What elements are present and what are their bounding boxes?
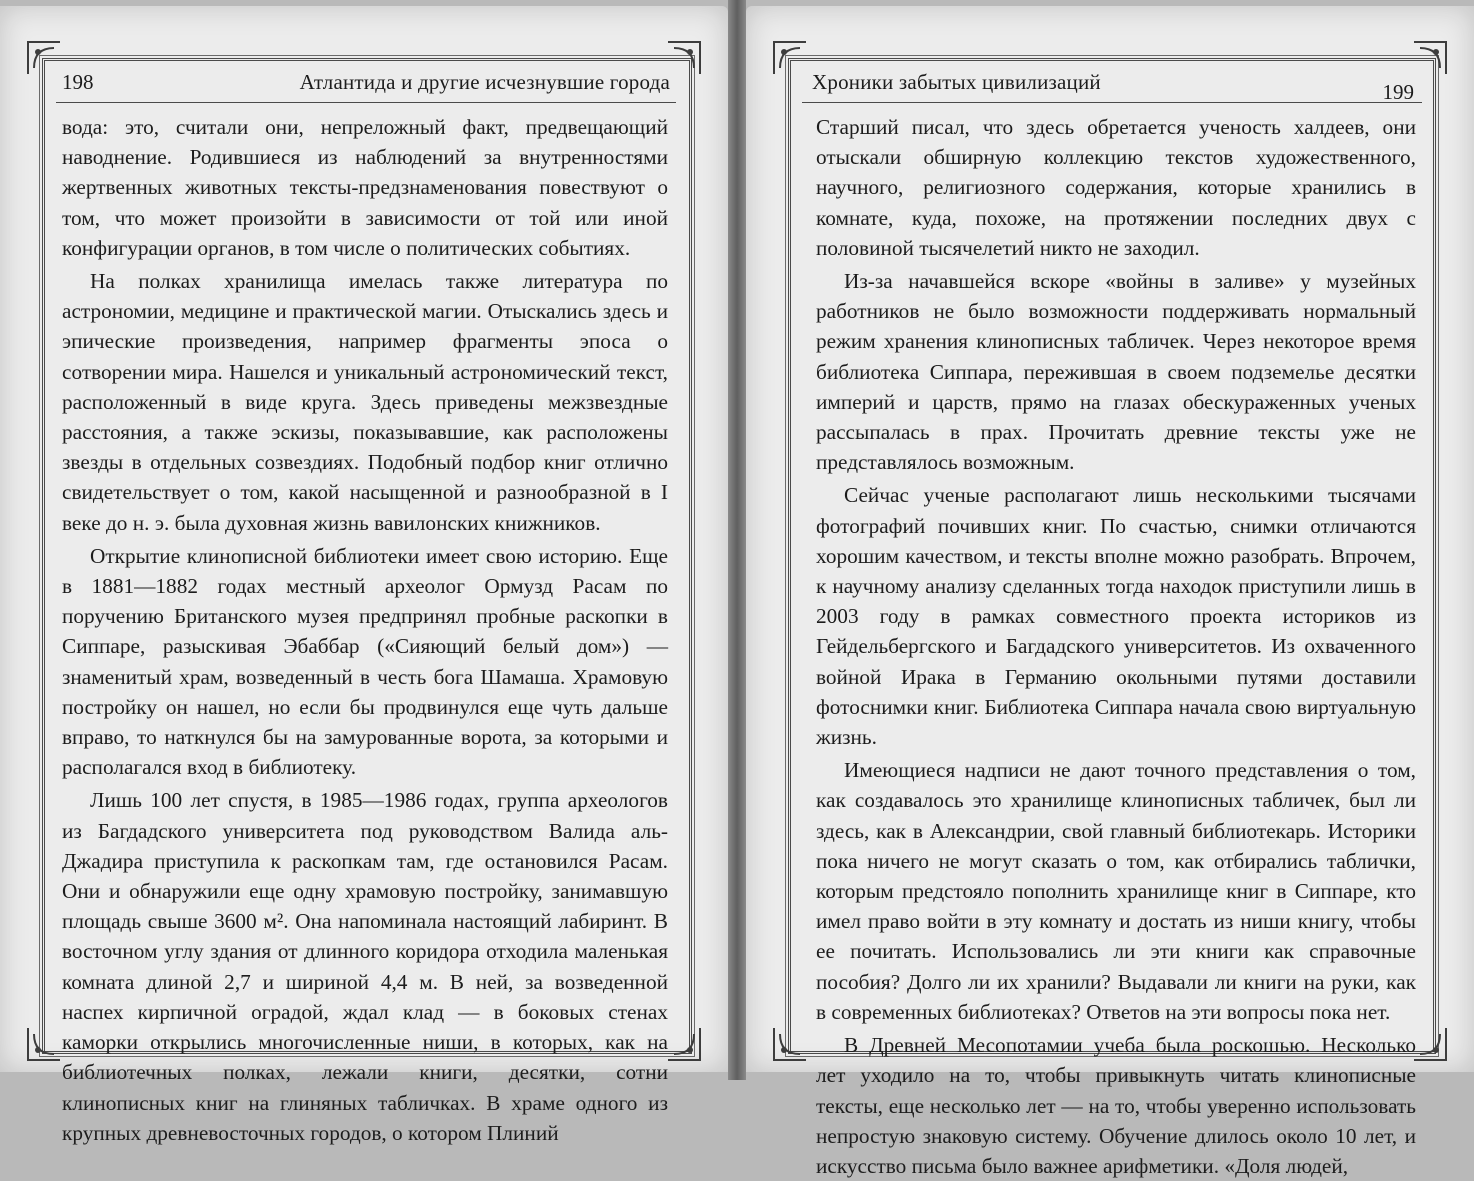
corner-ornament-icon — [772, 40, 808, 76]
running-head: Хроники забытых цивилизаций — [812, 70, 1101, 94]
paragraph: Лишь 100 лет спустя, в 1985—1986 годах, группа археологов из Багдадского университета под руководством Валида аль-Джадира приступила к раскопкам там, где остановился Расам. Они и обнаружили еще одну храмовую постройку, занимавшую площадь свыше 3600 м². Она напоминала настоящий лабиринт. В восточном углу здания от длинного коридора отходила маленькая комната длиной 2,7 и шириной 4,4 м. В ней, за возведенной наспех кирпичной оградой, ждал клад — в боковых стенах каморки открылись многочисленные ниши, в которых, как на библиотечных полках, лежали книги, десятки, сотни клинописных книг на глиняных табличках. В храме одного из крупных древневосточных городов, о котором Плиний — [62, 788, 668, 1145]
book-gutter — [728, 0, 746, 1080]
corner-ornament-icon — [666, 1026, 702, 1062]
corner-ornament-icon — [772, 1026, 808, 1062]
right-page — [746, 6, 1474, 1178]
paragraph: вода: это, считали они, непреложный факт, предвещающий наводнение. Родившиеся из наблюдений за внутренностями жертвенных животных тексты-предзнаменования повествуют о том, что может произойти в зависимости от той или иной конфигурации органов, в том числе о политических событиях. — [62, 115, 668, 260]
corner-ornament-icon — [1412, 1026, 1448, 1062]
corner-ornament-icon — [26, 1026, 62, 1062]
body-text — [816, 112, 1416, 1181]
left-page — [0, 6, 728, 1145]
paragraph: Открытие клинописной библиотеки имеет свою историю. Еще в 1881—1882 годах местный археолог Ормузд Расам по поручению Британского музея предпринял пробные раскопки в Сиппаре, разыскивая Эбаббар («Сияющий белый дом») — знаменитый храм, возведенный в честь бога Шамаша. Храмовую постройку он нашел, но если бы продвинулся еще чуть дальше вправо, то наткнулся бы на замурованные ворота, за которыми и располагался вход в библиотеку. — [62, 543, 668, 780]
body-text — [62, 112, 668, 1148]
paragraph: Имеющиеся надписи не дают точного представления о том, как создавалось это хранилище клинописных табличек, был ли здесь, как в Александрии, свой главный библиотекарь. Историки пока ничего не могут сказать о том, как отбирались таблички, которым предстояло пополнить хранилище книг в Сиппаре, кто имел право войти в эту комнату и достать из ниши книгу, чтобы ее почитать. Использовались ли эти книги как справочные пособия? Долго ли их хранили? Выдавали ли книги на руки, как в современных библиотеках? Ответов на эти вопросы пока нет. — [816, 758, 1416, 1024]
header-rule — [802, 102, 1422, 103]
paragraph: На полках хранилища имелась также литература по астрономии, медицине и практической магии. Отыскались здесь и эпические произведения, например фрагменты эпоса о сотворении мира. Нашелся и уникальный астрономический текст, расположенный в виде круга. Здесь приведены межзвездные расстояния, а также эскизы, показывавшие, как расположены звезды в отдельных созвездиях. Подобный подбор книг отлично свидетельствует о том, какой насыщенной и разнообразной в I веке до н. э. была духовная жизнь вавилонских книжников. — [62, 269, 668, 535]
page-number: 199 — [1382, 80, 1414, 104]
running-head: Атлантида и другие исчезнувшие города — [299, 70, 670, 94]
corner-ornament-icon — [666, 40, 702, 76]
paragraph: Сейчас ученые располагают лишь несколькими тысячами фотографий почивших книг. По счастью, снимки отличаются хорошим качеством, и тексты вполне можно разобрать. Впрочем, к научному анализу сделанных тогда находок приступили лишь в 2003 году в рамках совместного проекта историков из Гейдельбергского и Багдадского университетов. Из охваченного войной Ирака в Германию окольными путями доставили фотоснимки книг. Библиотека Сиппара начала свою виртуальную жизнь. — [816, 483, 1416, 750]
corner-ornament-icon — [26, 40, 62, 76]
header-rule — [56, 102, 676, 103]
paragraph: Старший писал, что здесь обретается ученость халдеев, они отыскали обширную коллекцию текстов художественного, научного, религиозного содержания, которые хранились в комнате, куда, похоже, на протяжении последних двух с половиной тысячелетий никто не заходил. — [816, 115, 1416, 260]
paragraph: Из-за начавшейся вскоре «войны в заливе» у музейных работников не было возможности поддерживать нормальный режим хранения клинописных табличек. Через некоторое время библиотека Сиппара, пережившая в своем подземелье десятки империй и царств, прямо на глазах обескураженных ученых рассыпалась в прах. Прочитать древние тексты уже не представлялось возможным. — [816, 269, 1416, 475]
paragraph: В Древней Месопотамии учеба была роскошью. Несколько лет уходило на то, чтобы привыкнуть читать клинописные тексты, еще несколько лет — на то, чтобы уверенно использовать непростую знаковую систему. Обучение длилось около 10 лет, и искусство письма было важнее арифметики. «Доля людей, — [816, 1033, 1416, 1178]
page-number: 198 — [62, 70, 94, 94]
corner-ornament-icon — [1412, 40, 1448, 76]
